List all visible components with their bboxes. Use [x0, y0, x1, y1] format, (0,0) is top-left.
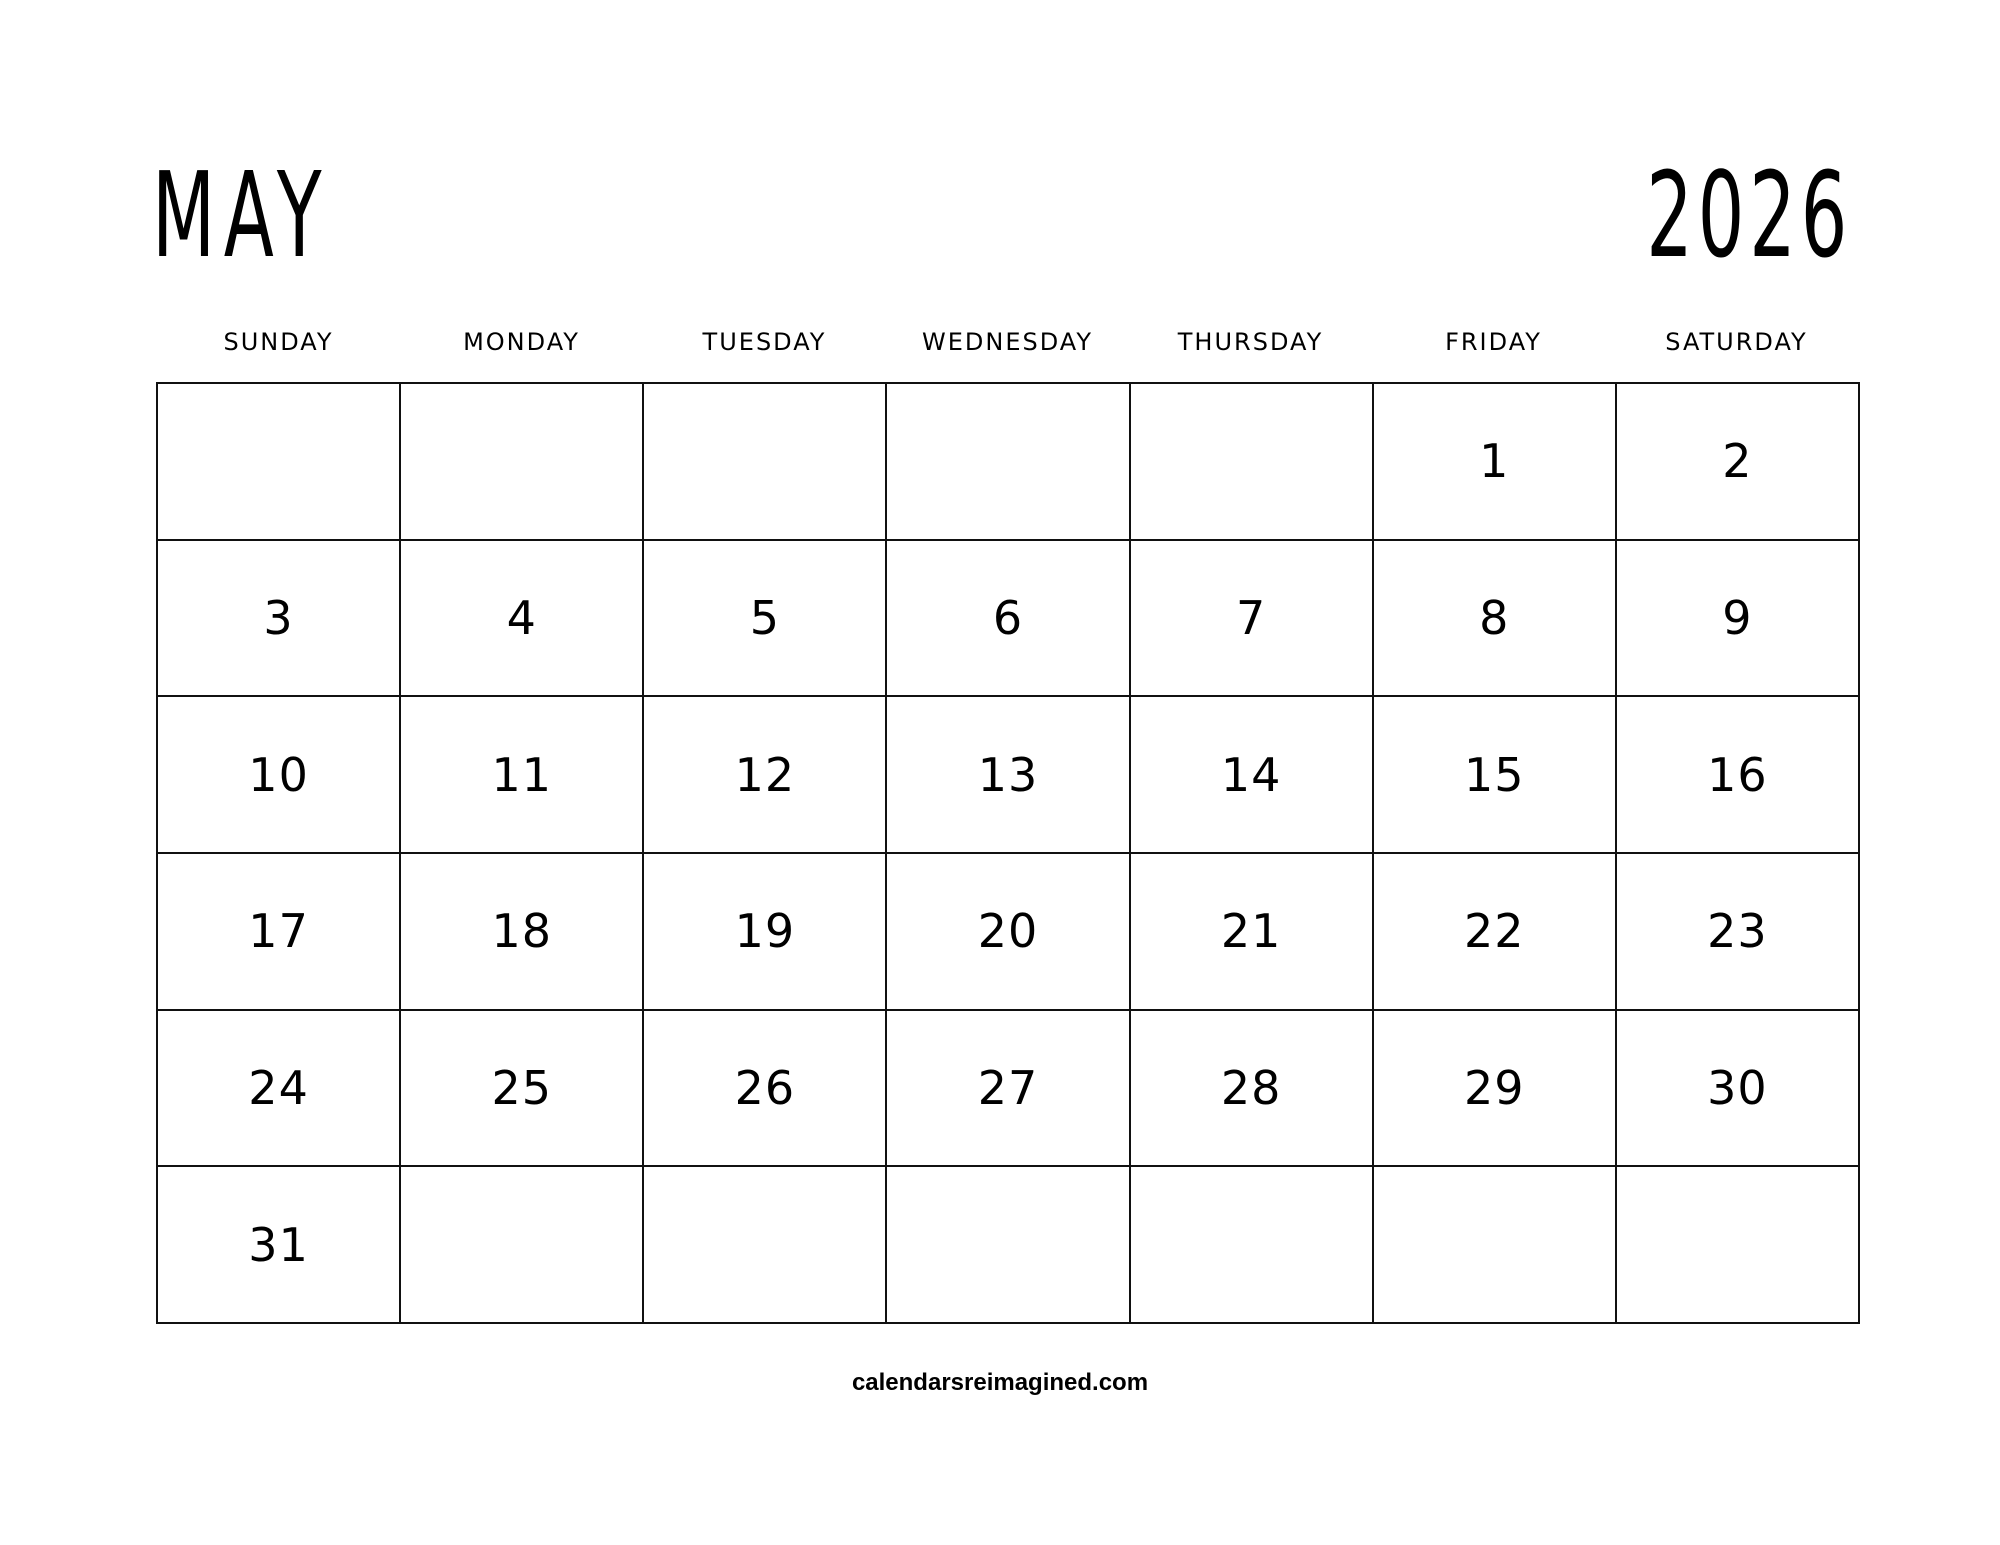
day-number: 3: [263, 590, 294, 645]
day-cell: [887, 541, 1130, 698]
day-cell: [644, 1167, 887, 1324]
day-number: 12: [734, 747, 796, 802]
weekday-wednesday: WEDNESDAY: [922, 328, 1093, 356]
day-cell: [644, 384, 887, 541]
day-number: 17: [248, 904, 309, 959]
day-number: 6: [992, 590, 1024, 645]
day-number: 15: [1464, 747, 1525, 802]
weekday-sunday: SUNDAY: [223, 328, 334, 356]
day-cell: [1374, 541, 1617, 698]
weekday-header-row: [157, 322, 1858, 362]
day-cell: [1131, 854, 1374, 1011]
day-cell: [887, 1167, 1130, 1324]
day-cell: [644, 854, 887, 1011]
day-cell: [1617, 541, 1860, 698]
day-cell: [644, 697, 887, 854]
day-cell: [401, 854, 644, 1011]
day-number: 16: [1707, 747, 1768, 802]
day-cell: [158, 541, 401, 698]
day-number: 22: [1464, 904, 1525, 959]
day-cell: [887, 1011, 1130, 1168]
day-cell: [401, 1167, 644, 1324]
day-number: 14: [1220, 747, 1282, 802]
day-cell: [1374, 697, 1617, 854]
calendar-grid: [156, 382, 1860, 1324]
day-cell: [401, 384, 644, 541]
month-title: MAY: [152, 146, 331, 284]
day-cell: [1131, 1011, 1374, 1168]
day-cell: [1131, 697, 1374, 854]
day-cell: [158, 1167, 401, 1324]
day-number: 9: [1722, 590, 1753, 645]
day-cell: [644, 1011, 887, 1168]
day-cell: [158, 854, 401, 1011]
day-number: 26: [734, 1060, 796, 1115]
day-number: 18: [491, 904, 552, 959]
day-cell: [1617, 854, 1860, 1011]
day-number: 31: [248, 1217, 309, 1272]
day-cell: [158, 384, 401, 541]
day-cell: [401, 541, 644, 698]
day-cell: [1374, 384, 1617, 541]
day-cell: [401, 697, 644, 854]
day-cell: [1374, 1011, 1617, 1168]
footer-url: calendarsreimagined.com: [851, 1369, 1149, 1396]
day-cell: [1374, 1167, 1617, 1324]
day-cell: [401, 1011, 644, 1168]
weekday-friday: FRIDAY: [1445, 328, 1542, 356]
day-cell: [158, 1011, 401, 1168]
day-cell: [1131, 384, 1374, 541]
day-number: 19: [734, 904, 796, 959]
day-cell: [1374, 854, 1617, 1011]
day-number: 30: [1707, 1060, 1768, 1115]
weekday-tuesday: TUESDAY: [702, 328, 827, 356]
day-number: 21: [1220, 904, 1282, 959]
day-number: 11: [491, 747, 552, 802]
day-cell: [887, 854, 1130, 1011]
day-number: 8: [1479, 590, 1510, 645]
day-number: 20: [977, 904, 1039, 959]
weekday-thursday: THURSDAY: [1177, 328, 1324, 356]
day-number: 24: [248, 1060, 309, 1115]
year-title: 2026: [1645, 146, 1852, 284]
day-number: 27: [977, 1060, 1039, 1115]
day-number: 5: [749, 590, 780, 645]
day-cell: [1131, 1167, 1374, 1324]
day-number: 10: [248, 747, 309, 802]
day-cell: [1617, 697, 1860, 854]
day-number: 23: [1707, 904, 1768, 959]
day-cell: [158, 697, 401, 854]
day-cell: [1617, 1167, 1860, 1324]
day-cell: [1617, 384, 1860, 541]
day-cell: [1131, 541, 1374, 698]
day-number: 7: [1235, 590, 1267, 645]
day-number: 4: [506, 590, 537, 645]
day-number: 28: [1220, 1060, 1282, 1115]
day-cell: [644, 541, 887, 698]
day-number: 29: [1464, 1060, 1525, 1115]
weekday-monday: MONDAY: [463, 328, 580, 356]
weekday-saturday: SATURDAY: [1665, 328, 1808, 356]
day-cell: [887, 697, 1130, 854]
day-number: 13: [977, 747, 1039, 802]
day-cell: [887, 384, 1130, 541]
day-number: 1: [1479, 434, 1510, 489]
day-cell: [1617, 1011, 1860, 1168]
day-number: 25: [491, 1060, 552, 1115]
day-number: 2: [1722, 434, 1753, 489]
